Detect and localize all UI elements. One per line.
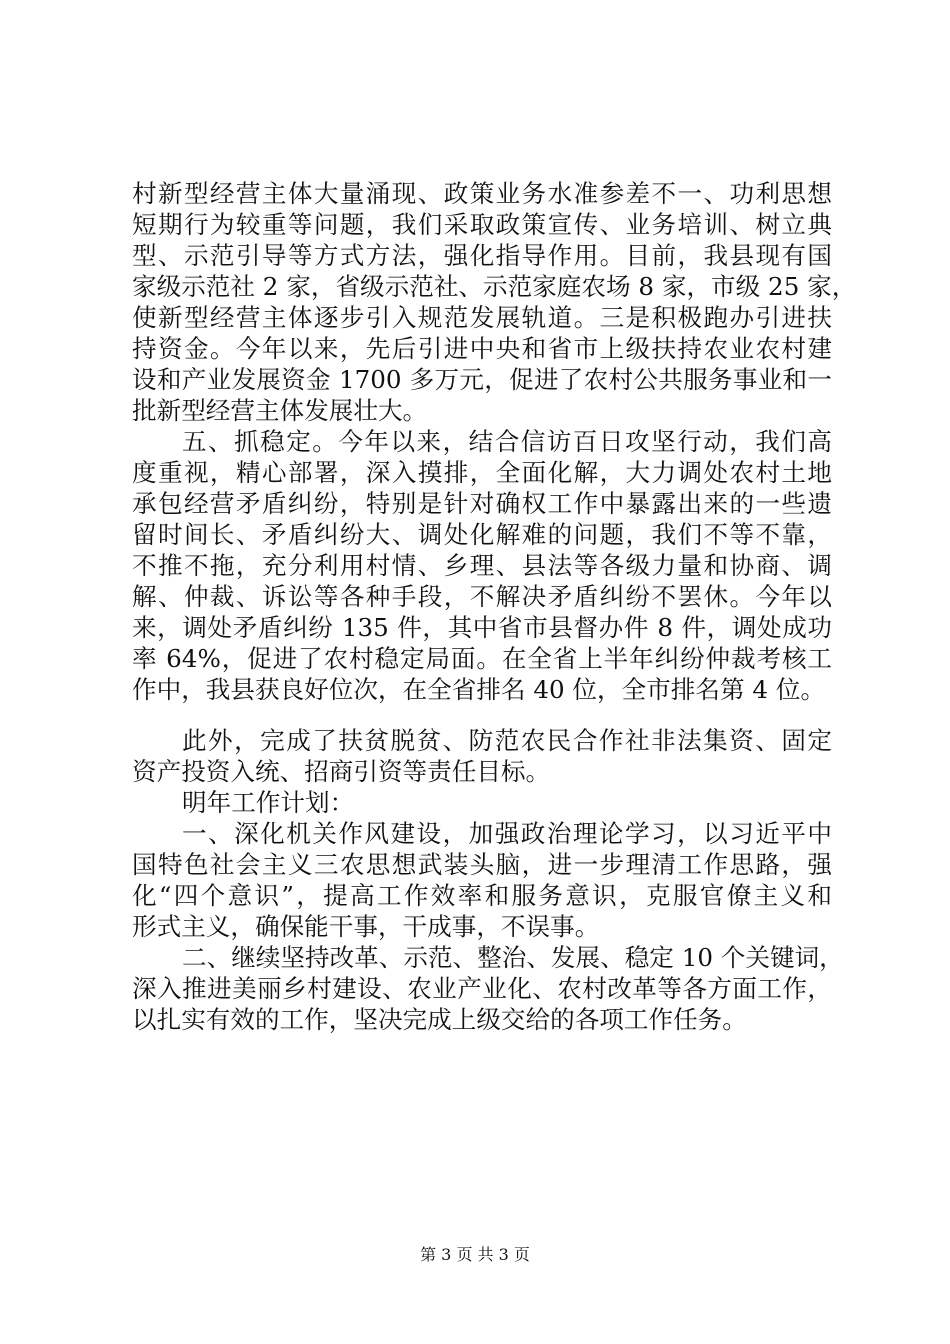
- text-line: 不推不拖，充分利用村情、乡理、县法等各级力量和协商、调: [132, 551, 832, 580]
- text-line: 深入推进美丽乡村建设、农业产业化、农村改革等各方面工作，: [132, 974, 832, 1003]
- text-line: 化“四个意识”，提高工作效率和服务意识，克服官僚主义和: [132, 881, 832, 910]
- page-number-footer: 第 3 页 共 3 页: [420, 1245, 530, 1264]
- text-line: 设和产业发展资金 1700 多万元，促进了农村公共服务事业和一: [132, 365, 832, 394]
- text-line: 率 64%，促进了农村稳定局面。在全省上半年纠纷仲裁考核工: [132, 644, 832, 673]
- text-line: 家级示范社 2 家，省级示范社、示范家庭农场 8 家，市级 25 家，: [132, 272, 857, 301]
- text-line: 以扎实有效的工作，坚决完成上级交给的各项工作任务。: [132, 1005, 747, 1034]
- text-line: 型、示范引导等方式方法，强化指导作用。目前，我县现有国: [132, 241, 832, 270]
- section-heading: 明年工作计划：: [182, 788, 355, 817]
- text-line: 国特色社会主义三农思想武装头脑，进一步理清工作思路，强: [132, 850, 832, 879]
- text-line: 承包经营矛盾纠纷，特别是针对确权工作中暴露出来的一些遗: [132, 489, 832, 518]
- text-line: 持资金。今年以来，先后引进中央和省市上级扶持农业农村建: [132, 334, 832, 363]
- text-line: 一、深化机关作风建设，加强政治理论学习，以习近平中: [182, 819, 832, 848]
- text-line: 村新型经营主体大量涌现、政策业务水准参差不一、功利思想: [132, 179, 832, 208]
- text-line: 资产投资入统、招商引资等责任目标。: [132, 757, 551, 786]
- text-line: 留时间长、矛盾纠纷大、调处化解难的问题，我们不等不靠，: [132, 520, 832, 549]
- text-line: 批新型经营主体发展壮大。: [132, 396, 428, 425]
- text-line: 短期行为较重等问题，我们采取政策宣传、业务培训、树立典: [132, 210, 832, 239]
- text-line: 度重视，精心部署，深入摸排，全面化解，大力调处农村土地: [132, 458, 832, 487]
- text-line: 使新型经营主体逐步引入规范发展轨道。三是积极跑办引进扶: [132, 303, 832, 332]
- text-line: 五、抓稳定。今年以来，结合信访百日攻坚行动，我们高: [182, 427, 832, 456]
- text-line: 来，调处矛盾纠纷 135 件，其中省市县督办件 8 件，调处成功: [132, 613, 832, 642]
- text-line: 二、继续坚持改革、示范、整治、发展、稳定 10 个关键词，: [182, 943, 844, 972]
- text-line: 解、仲裁、诉讼等各种手段，不解决矛盾纠纷不罢休。今年以: [132, 582, 832, 611]
- text-line: 此外，完成了扶贫脱贫、防范农民合作社非法集资、固定: [182, 726, 832, 755]
- text-line: 形式主义，确保能干事，干成事，不误事。: [132, 912, 600, 941]
- text-line: 作中，我县获良好位次，在全省排名 40 位，全市排名第 4 位。: [132, 675, 826, 704]
